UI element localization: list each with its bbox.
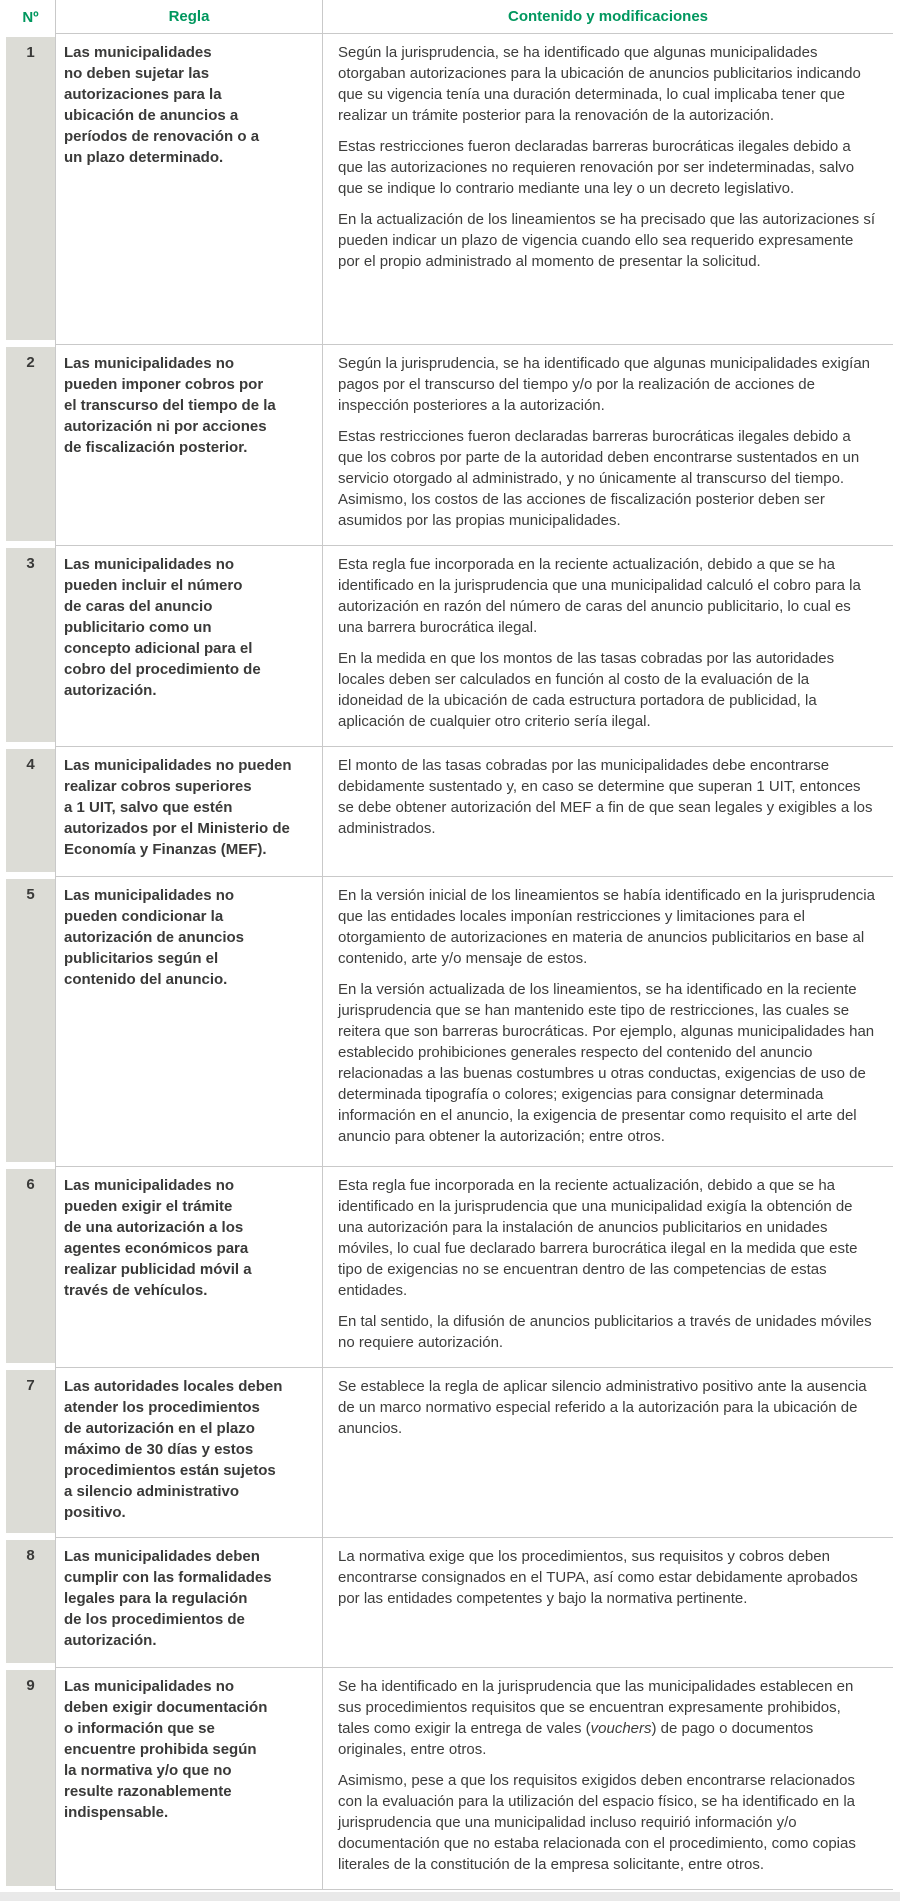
row-number-cell bbox=[6, 876, 56, 1166]
content-cell bbox=[323, 746, 893, 876]
table-row bbox=[6, 1667, 893, 1890]
row-number: 7 bbox=[6, 1370, 55, 1533]
content-cell bbox=[323, 876, 893, 1166]
table-row bbox=[6, 344, 893, 545]
content-cell bbox=[323, 1367, 893, 1537]
table-row bbox=[6, 876, 893, 1166]
header-cell-num: Nº bbox=[6, 0, 56, 34]
table-row bbox=[6, 1367, 893, 1537]
content-paragraph: En tal sentido, la difusión de anuncios publicitarios a través de unidades móviles no requiere autorización. bbox=[338, 1313, 872, 1351]
content-paragraph: Esta regla fue incorporada en la reciente actualización, debido a que se ha identificado en la jurisprudencia que una municipalidad exigía la obtención de una autorización para la instalación de anuncios publicitarios en unidades móviles, lo cual fue declarado barrera burocrática ilegal en la medida que este tipo de exigencias no se encuentran dentro de las competencias de estas entidades. bbox=[338, 1177, 858, 1299]
rule-text: Las municipalidades no deben exigir documentación o información que se encuentre prohibida según la normativa y/o que no resulte razonablemente indispensable. bbox=[64, 1678, 268, 1821]
content-paragraph: Estas restricciones fueron declaradas barreras burocráticas ilegales debido a que los cobros por parte de la autoridad deben encontrarse sustentados en un servicio otorgado al administrado, y no únicamente al transcurso del tiempo. Asimismo, los costos de las acciones de fiscalización posterior deben ser asumidos por las propias municipalidades. bbox=[338, 428, 860, 529]
rule-cell bbox=[56, 1367, 323, 1537]
content-paragraph: La normativa exige que los procedimientos, sus requisitos y cobros deben encontrarse consignados en el TUPA, así como estar debidamente aprobados por las entidades competentes y bajo la normativa pertinente. bbox=[338, 1548, 858, 1607]
content-paragraph: Según la jurisprudencia, se ha identificado que algunas municipalidades otorgaban autorizaciones para la ubicación de anuncios publicitarios indicando que su vigencia tenía una duración determinada, lo cual implicaba tener que realizar un trámite posterior para la renovación de la autorización. bbox=[338, 44, 861, 124]
content-cell bbox=[323, 1166, 893, 1367]
rule-cell bbox=[56, 876, 323, 1166]
row-number-cell bbox=[6, 34, 56, 344]
content-paragraph: El monto de las tasas cobradas por las municipalidades debe encontrarse debidamente sustentado y, en caso se determine que superan 1 UIT, entonces se debe obtener autorización del MEF a fin de que sean legales y exigibles a los administrados. bbox=[338, 757, 873, 837]
content-paragraph: Asimismo, pese a que los requisitos exigidos deben encontrarse relacionados con la evaluación para la utilización del espacio físico, se ha identificado en la jurisprudencia que una municipalidad incluso requirió información y/o documentación que no estaba relacionada con el procedimiento, como copias literales de la constitución de la empresa solicitante, entre otros. bbox=[338, 1772, 856, 1873]
rule-cell bbox=[56, 1667, 323, 1890]
rule-text: Las municipalidades no pueden imponer cobros por el transcurso del tiempo de la autorización ni por acciones de fiscalización posterior. bbox=[64, 355, 276, 456]
row-number: 8 bbox=[6, 1540, 55, 1663]
row-number-cell bbox=[6, 1667, 56, 1890]
table-row bbox=[6, 746, 893, 876]
content-cell bbox=[323, 1537, 893, 1667]
rule-text: Las municipalidades no pueden exigir el trámite de una autorización a los agentes económicos para realizar publicidad móvil a través de vehículos. bbox=[64, 1177, 252, 1299]
row-number-cell bbox=[6, 1537, 56, 1667]
content-paragraph: En la versión inicial de los lineamientos se había identificado en la jurisprudencia que las entidades locales imponían restricciones y limitaciones para el otorgamiento de autorizaciones en materia de anuncios publicitarios en base al contenido, arte y/o mensaje de estos. bbox=[338, 887, 875, 967]
row-number: 3 bbox=[6, 548, 55, 742]
row-number: 1 bbox=[6, 37, 55, 340]
rule-cell bbox=[56, 1537, 323, 1667]
rule-text: Las municipalidades no pueden incluir el número de caras del anuncio publicitario como un concepto adicional para el cobro del procedimiento de autorización. bbox=[64, 556, 261, 699]
header-cell-rule: Regla bbox=[56, 0, 323, 34]
content-paragraph: En la versión actualizada de los lineamientos, se ha identificado en la reciente jurisprudencia que se han mantenido este tipo de restricciones, las cuales se reitera que son barreras burocráticas. Por ejemplo, algunas municipalidades han establecido prohibiciones generales respecto del contenido del anuncio relacionadas a las buenas costumbres u otras conductas, exigencias de uso de determinada tipografía o colores; exigencias para consignar determinada información en el anuncio, la exigencia de presentar como requisito el arte del anuncio para obtener la autorización; entre otros. bbox=[338, 981, 875, 1145]
rule-cell bbox=[56, 746, 323, 876]
content-cell bbox=[323, 344, 893, 545]
row-number-cell bbox=[6, 1367, 56, 1537]
rule-text: Las autoridades locales deben atender los procedimientos de autorización en el plazo máximo de 30 días y estos procedimientos están sujetos a silencio administrativo positivo. bbox=[64, 1378, 283, 1521]
rule-cell bbox=[56, 1166, 323, 1367]
row-number-cell bbox=[6, 1166, 56, 1367]
content-cell bbox=[323, 34, 893, 344]
rule-text: Las municipalidades deben cumplir con las formalidades legales para la regulación de los procedimientos de autorización. bbox=[64, 1548, 272, 1649]
content-paragraph: En la actualización de los lineamientos se ha precisado que las autorizaciones sí pueden indicar un plazo de vigencia cuando ello sea requerido expresamente por el propio administrado al momento de presentar la solicitud. bbox=[338, 211, 875, 270]
rule-text: Las municipalidades no pueden realizar cobros superiores a 1 UIT, salvo que estén autorizados por el Ministerio de Economía y Finanzas (MEF). bbox=[64, 757, 292, 858]
rule-cell bbox=[56, 34, 323, 344]
content-cell bbox=[323, 545, 893, 746]
table-row bbox=[6, 545, 893, 746]
table-header-row bbox=[6, 0, 893, 34]
rule-text: Las municipalidades no pueden condicionar la autorización de anuncios publicitarios según el contenido del anuncio. bbox=[64, 887, 245, 988]
row-number: 4 bbox=[6, 749, 55, 872]
row-number-cell bbox=[6, 746, 56, 876]
row-number-cell bbox=[6, 344, 56, 545]
content-paragraph: Esta regla fue incorporada en la reciente actualización, debido a que se ha identificado en la jurisprudencia que una municipalidad calculó el cobro para la autorización en razón del número de caras del anuncio publicitario, lo cual es una barrera burocrática ilegal. bbox=[338, 556, 861, 636]
table-row bbox=[6, 1166, 893, 1367]
rule-text: Las municipalidades no deben sujetar las autorizaciones para la ubicación de anuncios a períodos de renovación o a un plazo determinado. bbox=[64, 44, 260, 166]
table-row bbox=[6, 34, 893, 344]
row-number-cell bbox=[6, 545, 56, 746]
rule-cell bbox=[56, 545, 323, 746]
content-paragraph: Se establece la regla de aplicar silencio administrativo positivo ante la ausencia de un marco normativo especial referido a la autorización para la ubicación de anuncios. bbox=[338, 1378, 867, 1437]
content-paragraph: En la medida en que los montos de las tasas cobradas por las autoridades locales deben ser calculados en función al costo de la evaluación de la idoneidad de la ubicación de cada estructura portadora de publicidad, la aplicación de cualquier otro criterio sería ilegal. bbox=[338, 650, 835, 730]
table-row bbox=[6, 1537, 893, 1667]
row-number: 9 bbox=[6, 1670, 55, 1886]
row-number: 5 bbox=[6, 879, 55, 1162]
row-number: 2 bbox=[6, 347, 55, 541]
content-paragraph: Según la jurisprudencia, se ha identificado que algunas municipalidades exigían pagos por el transcurso del tiempo y/o por la realización de acciones de inspección posteriores a la autorización. bbox=[338, 355, 871, 414]
rule-cell bbox=[56, 344, 323, 545]
rules-table-body bbox=[6, 34, 893, 1890]
bottom-strip bbox=[0, 1892, 900, 1901]
header-cell-content: Contenido y modificaciones bbox=[323, 0, 893, 34]
row-number: 6 bbox=[6, 1169, 55, 1363]
content-paragraph: Estas restricciones fueron declaradas barreras burocráticas ilegales debido a que las autorizaciones no requieren renovación por ser indeterminadas, salvo que se indique lo contrario mediante una ley o un decreto legislativo. bbox=[338, 138, 855, 197]
content-cell bbox=[323, 1667, 893, 1890]
content-paragraph: Se ha identificado en la jurisprudencia que las municipalidades establecen en sus procedimientos requisitos que se encuentran expresamente prohibidos, tales como exigir la entrega de vales (vouchers) de pago o documentos originales, entre otros. bbox=[338, 1678, 854, 1758]
